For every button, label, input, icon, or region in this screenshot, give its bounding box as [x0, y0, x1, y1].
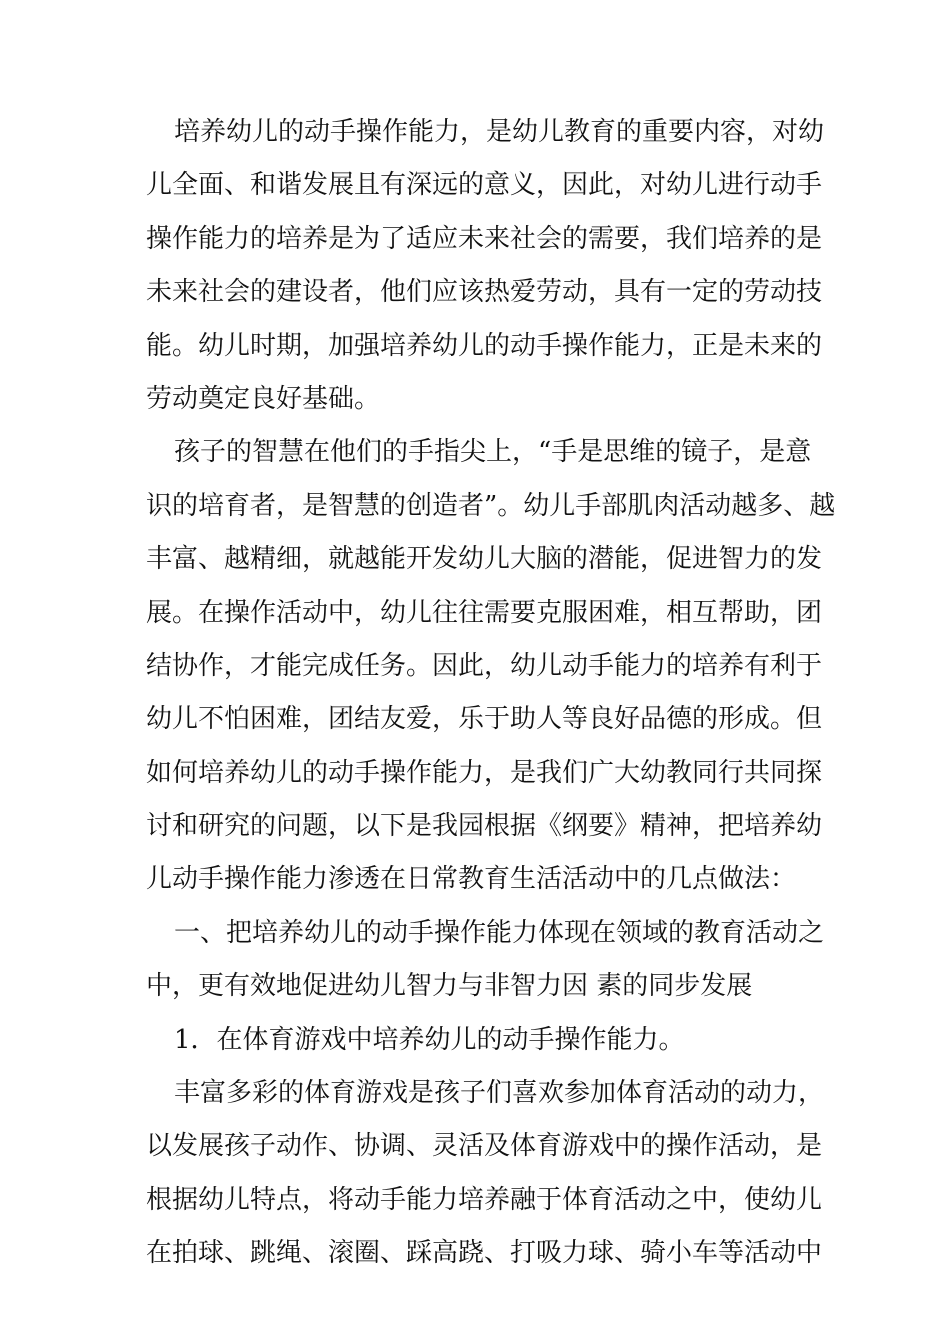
text-line: 丰富多彩的体育游戏是孩子们喜欢参加体育活动的动力， — [174, 1078, 825, 1109]
subsection-heading-1 — [146, 1014, 808, 1067]
text-line: 识的培育者，是智慧的创造者”。幼儿手部肌肉活动越多、越 — [146, 490, 836, 521]
text-line: 孩子的智慧在他们的手指尖上，“手是思维的镜子，是意 — [174, 437, 812, 468]
paragraph-2 — [146, 426, 836, 907]
text-line: 讨和研究的问题，以下是我园根据《纲要》精神，把培养幼 — [146, 811, 823, 842]
text-line: 如何培养幼儿的动手操作能力，是我们广大幼教同行共同探 — [146, 757, 823, 788]
text-line: 根据幼儿特点，将动手能力培养融于体育活动之中，使幼儿 — [146, 1184, 823, 1215]
text-line: 未来社会的建设者，他们应该热爱劳动，具有一定的劳动技 — [146, 277, 823, 308]
text-line: 儿动手操作能力渗透在日常教育生活活动中的几点做法： — [146, 864, 797, 895]
text-line: 结协作，才能完成任务。因此，幼儿动手能力的培养有利于 — [146, 650, 823, 681]
paragraph-5 — [146, 1067, 825, 1281]
text-line: 中，更有效地促进幼儿智力与非智力因 素的同步发展 — [146, 971, 753, 1002]
text-line: 儿全面、和谐发展且有深远的意义，因此，对幼儿进行动手 — [146, 170, 823, 201]
paragraph-1 — [146, 106, 825, 426]
text-line: 操作能力的培养是为了适应未来社会的需要，我们培养的是 — [146, 223, 823, 254]
text-line: 幼儿不怕困难，团结友爱，乐于助人等良好品德的形成。但 — [146, 704, 823, 735]
text-line: 丰富、越精细，就越能开发幼儿大脑的潜能，促进智力的发 — [146, 544, 823, 575]
text-line: 培养幼儿的动手操作能力，是幼儿教育的重要内容，对幼 — [174, 117, 825, 147]
text-line: 劳动奠定良好基础。 — [146, 383, 381, 414]
text-line: 1．在体育游戏中培养幼儿的动手操作能力。 — [174, 1024, 685, 1055]
text-line: 在拍球、跳绳、滚圈、踩高跷、打吸力球、骑小车等活动中 — [146, 1238, 823, 1269]
text-line: 能。幼儿时期，加强培养幼儿的动手操作能力，正是未来的 — [146, 330, 823, 361]
text-line: 一、把培养幼儿的动手操作能力体现在领域的教育活动之 — [174, 917, 825, 948]
text-line: 以发展孩子动作、协调、灵活及体育游戏中的操作活动，是 — [146, 1131, 823, 1162]
text-line: 展。在操作活动中，幼儿往往需要克服困难，相互帮助，团 — [146, 597, 823, 628]
document-body — [146, 106, 836, 1281]
section-heading-1 — [146, 907, 825, 1014]
